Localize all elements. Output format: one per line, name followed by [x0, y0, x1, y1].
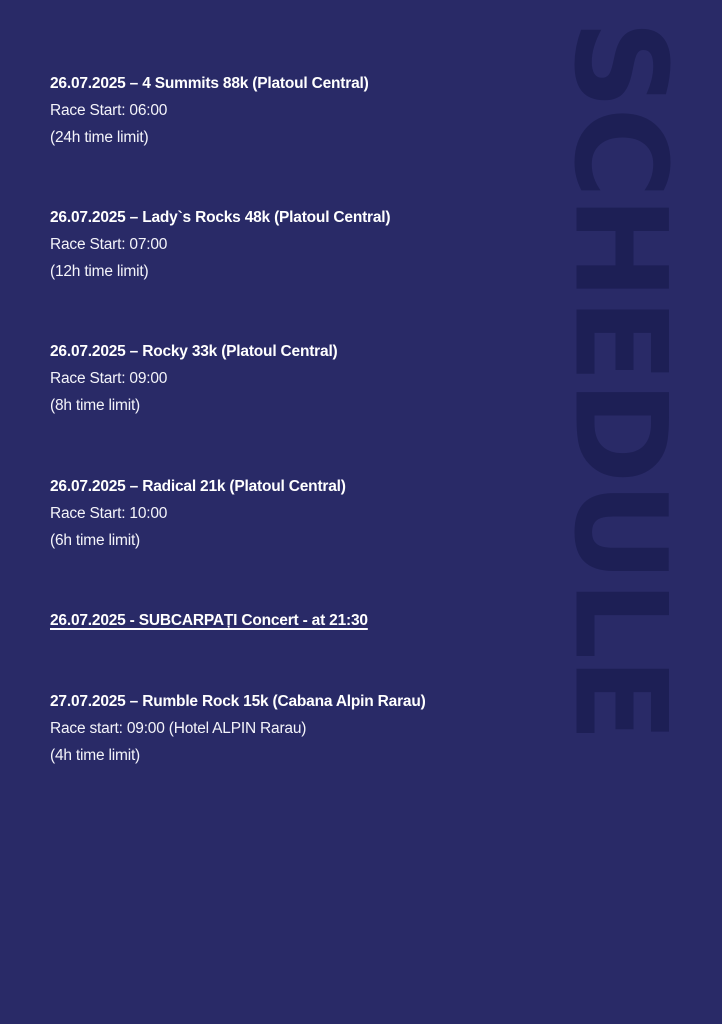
event-time-limit: (8h time limit) [50, 397, 141, 414]
event-race-start: Race Start: 06:00 [50, 102, 168, 119]
event-time-limit: (4h time limit) [50, 747, 141, 764]
event-race-start: Race Start: 07:00 [50, 236, 168, 253]
event-concert [50, 611, 550, 631]
event-title: 26.07.2025 – Radical 21k (Platoul Central) [50, 478, 346, 495]
event-race-start: Race Start: 09:00 [50, 370, 168, 387]
schedule-watermark [545, 20, 693, 1024]
event-title: 26.07.2025 – Rocky 33k (Platoul Central) [50, 343, 338, 360]
event-time-limit: (12h time limit) [50, 263, 149, 280]
event-title: 27.07.2025 – Rumble Rock 15k (Cabana Alpin Rarau) [50, 693, 426, 710]
event-rocky [50, 342, 550, 416]
event-title: 26.07.2025 – 4 Summits 88k (Platoul Central) [50, 75, 369, 92]
event-title: 26.07.2025 - SUBCARPAȚI Concert - at 21:30 [50, 612, 368, 629]
event-race-start: Race Start: 10:00 [50, 505, 168, 522]
event-time-limit: (24h time limit) [50, 129, 149, 146]
event-ladys-rocks [50, 208, 550, 282]
event-time-limit: (6h time limit) [50, 532, 141, 549]
event-race-start: Race start: 09:00 (Hotel ALPIN Rarau) [50, 720, 307, 737]
event-radical [50, 477, 550, 551]
event-title: 26.07.2025 – Lady`s Rocks 48k (Platoul Central) [50, 209, 391, 226]
event-4-summits [50, 74, 550, 148]
event-rumble-rock [50, 692, 550, 766]
schedule-watermark-text: SCHEDULE [545, 20, 693, 741]
